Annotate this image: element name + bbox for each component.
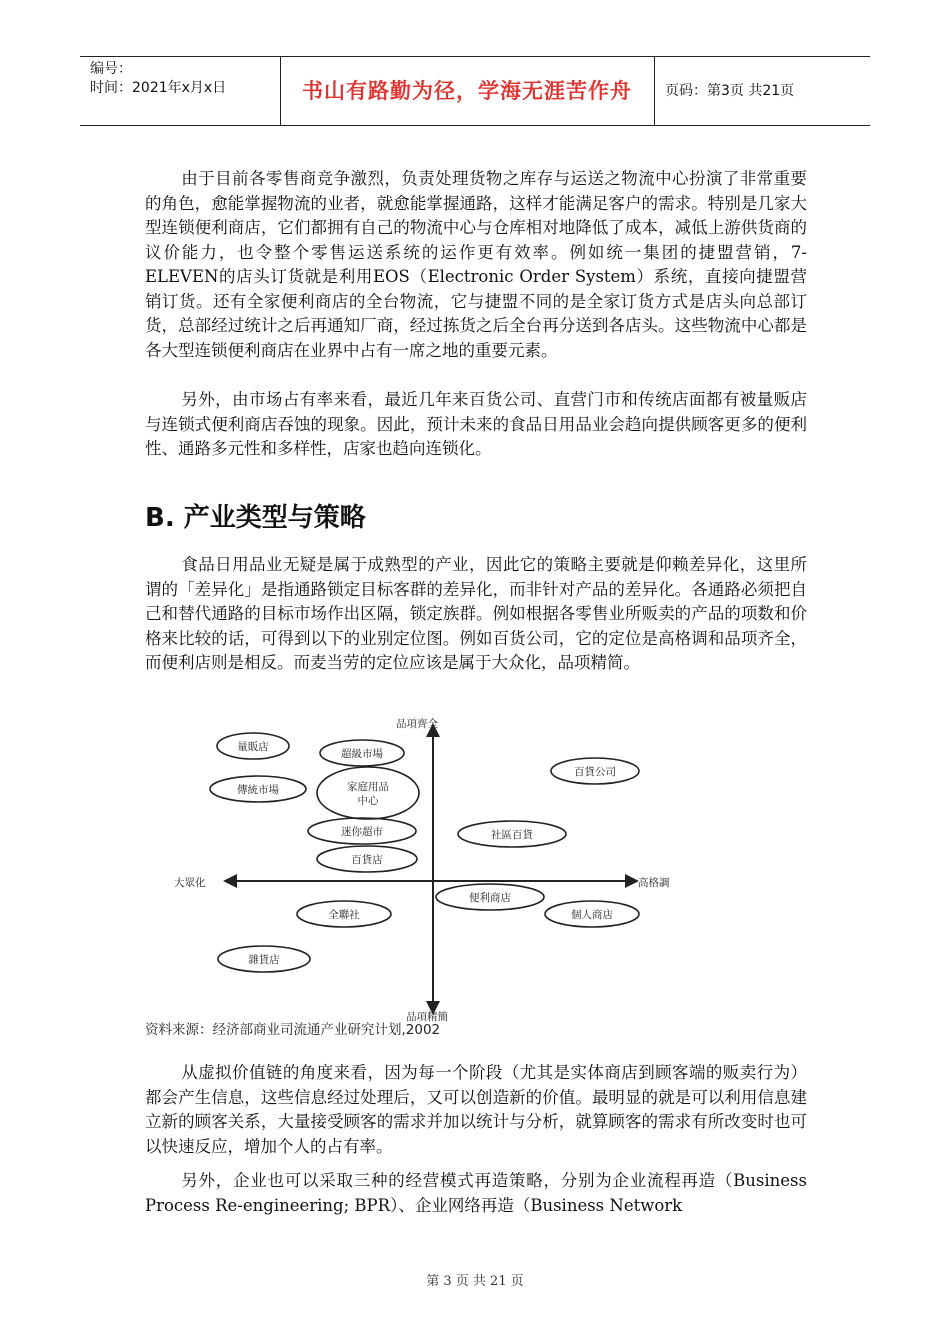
chart-item-label: 超級市場 bbox=[341, 748, 383, 760]
chart-item bbox=[458, 821, 566, 847]
chart-items bbox=[210, 733, 639, 972]
chart-item bbox=[436, 884, 544, 910]
paragraph-reengineering: 另外，企业也可以采取三种的经营模式再造策略，分别为企业流程再造（Business Process Re-engineering; BPR）、企业网络再造（Business Network bbox=[145, 1171, 807, 1215]
paragraph-strategy: 食品日用品业无疑是属于成熟型的产业，因此它的策略主要就是仰赖差异化，这里所谓的「差异化」是指通路锁定目标客群的差异化，而非针对产品的差异化。各通路必须把自己和替代通路的目标市场作出区隔，锁定族群。例如根据各零售业所贩卖的产品的项数和价格来比较的话，可得到以下的业别定位图。例如百货公司，它的定位是高格调和品项齐全，而便利店则是相反。而麦当劳的定位应该是属于大众化，品项精简。 bbox=[145, 555, 807, 672]
chart-item-label: 傳統市場 bbox=[237, 784, 279, 796]
positioning-map bbox=[150, 708, 710, 1026]
chart-item bbox=[317, 767, 419, 819]
chart-item bbox=[217, 733, 289, 759]
chart-item-label: 社區百貨 bbox=[491, 829, 533, 841]
page-footer: 第 3 页 共 21 页 bbox=[426, 1274, 524, 1289]
axis-left-label: 大眾化 bbox=[174, 877, 206, 889]
chart-item-label: 量販店 bbox=[237, 741, 269, 753]
section-heading bbox=[145, 498, 366, 538]
chart-item bbox=[545, 901, 639, 927]
time-label: 时间：2021年x月x日 bbox=[90, 80, 227, 96]
axis-right-label: 高格調 bbox=[638, 877, 670, 889]
paragraph-value-chain: 从虚拟价值链的角度来看，因为每一个阶段（尤其是实体商店到顾客端的贩卖行为）都会产生信息，这些信息经过处理后，又可以创造新的价值。最明显的就是可以利用信息建立新的顾客关系，大量接受顾客的需求并加以统计与分析，就算顾客的需求有所改变时也可以快速反应，增加个人的占有率。 bbox=[145, 1063, 807, 1156]
chart-item-label: 雜貨店 bbox=[248, 954, 280, 966]
header-motto: 书山有路勤为径，学海无涯苦作舟 bbox=[280, 57, 655, 125]
paragraph-market-share: 另外，由市场占有率来看，最近几年来百货公司、直营门市和传统店面都有被量贩店与连锁式便利商店吞蚀的现象。因此，预计未来的食品日用品业会趋向提供顾客更多的便利性、通路多元性和多样性，店家也趋向连锁化。 bbox=[145, 390, 807, 458]
chart-item-label: 便利商店 bbox=[469, 892, 511, 904]
chart-item-label: 百貨店 bbox=[351, 854, 383, 866]
chart-item-label: 中心 bbox=[357, 795, 379, 807]
chart-item-label: 迷你超市 bbox=[341, 826, 383, 838]
chart-item bbox=[551, 758, 639, 784]
chart-item bbox=[317, 846, 417, 872]
chart-item bbox=[320, 740, 404, 766]
chart-item-label: 全聯社 bbox=[328, 909, 360, 921]
chart-item bbox=[218, 946, 310, 972]
chart-item-ellipse bbox=[317, 767, 419, 819]
chart-item bbox=[210, 776, 306, 802]
paragraph-logistics: 由于目前各零售商竞争激烈，负责处理货物之库存与运送之物流中心扮演了非常重要的角色，愈能掌握物流的业者，就愈能掌握通路，这样才能满足客户的需求。特别是几家大型连锁便利商店，它们都拥有自己的物流中心与仓库相对地降低了成本，减低上游供货商的议价能力，也令整个零售运送系统的运作更有效率。例如统一集团的捷盟营销，7-ELEVEN的店头订货就是利用EOS（Electronic Order System）系统，直接向捷盟营销订货。还有全家便利商店的全台物流，它与捷盟不同的是全家订货方式是店头向总部订货，总部经过统计之后再通知厂商，经过拣货之后全台再分送到各店头。这些物流中心都是各大型连锁便利商店在业界中占有一席之地的重要元素。 bbox=[145, 169, 807, 360]
axis-top-label: 品項齊全 bbox=[396, 718, 438, 730]
number-label: 编号： bbox=[90, 61, 132, 77]
header-page-info: 页码：第3页 共21页 bbox=[665, 83, 795, 99]
chart-item-label: 個人商店 bbox=[571, 909, 613, 921]
chart-item bbox=[308, 818, 416, 844]
axis-bottom-label: 品項精簡 bbox=[406, 1011, 448, 1023]
chart-item-label: 家庭用品 bbox=[347, 781, 389, 793]
source-note: 资料来源：经济部商业司流通产业研究计划,2002 bbox=[145, 1022, 441, 1038]
section-letter: B. bbox=[145, 503, 175, 533]
header-meta bbox=[80, 57, 281, 125]
section-title: 产业类型与策略 bbox=[183, 503, 366, 533]
page-header bbox=[80, 56, 870, 126]
chart-item-label: 百貨公司 bbox=[574, 766, 616, 778]
chart-item bbox=[297, 901, 391, 927]
